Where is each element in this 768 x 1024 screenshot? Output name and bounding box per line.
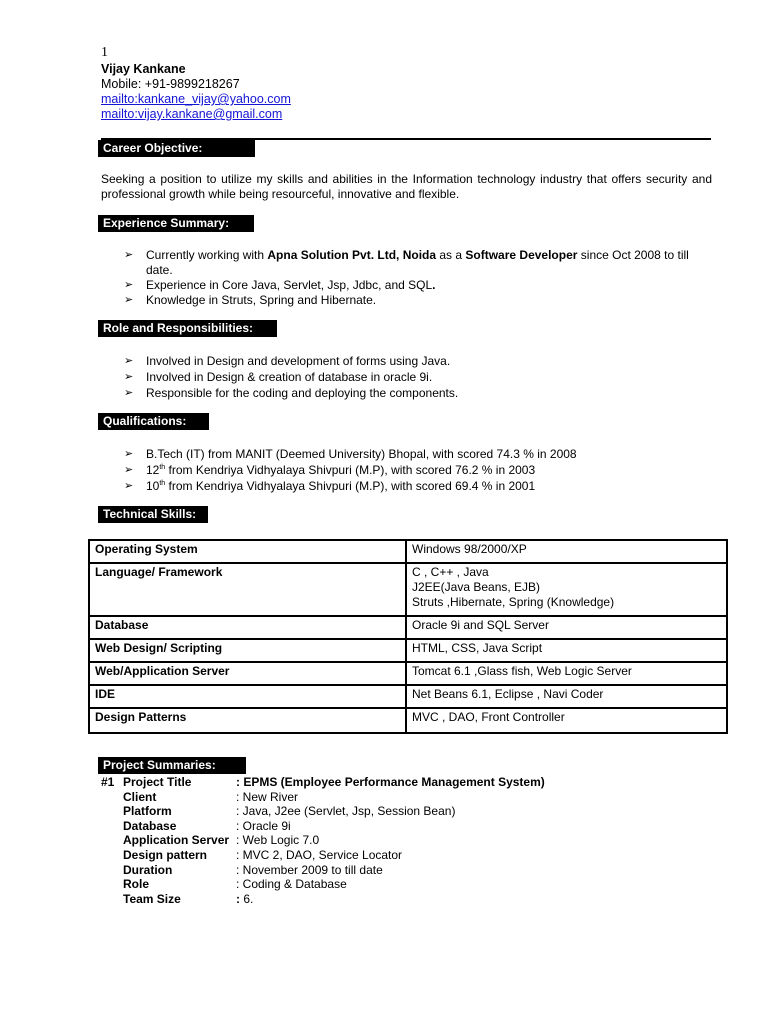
table-row <box>89 662 727 685</box>
list-item: ➢ 10th from Kendriya Vidhyalaya Shivpuri (M.P), with scored 69.4 % in 2001 <box>124 479 536 493</box>
roles-heading: Role and Responsibilities: <box>98 320 277 337</box>
project-pattern-row <box>101 848 721 863</box>
skill-value: MVC , DAO, Front Controller <box>406 708 727 733</box>
project-database-row <box>101 819 721 834</box>
pattern-label: Design pattern <box>123 847 208 862</box>
skill-key: Web/Application Server <box>89 662 406 685</box>
arrow-bullet-icon: ➢ <box>124 279 134 291</box>
duration-label: Duration <box>123 862 173 877</box>
skill-key: Language/ Framework <box>89 563 406 616</box>
platform-label: Platform <box>123 804 172 819</box>
email-link-gmail[interactable]: mailto:vijay.kankane@gmail.com <box>101 107 283 121</box>
platform-value: : Java, J2ee (Servlet, Jsp, Session Bean) <box>236 804 456 819</box>
technical-skills-heading: Technical Skills: <box>98 506 208 523</box>
skill-key: Design Patterns <box>89 708 406 733</box>
qualifications-list <box>124 447 714 494</box>
skill-key: Web Design/ Scripting <box>89 639 406 662</box>
role-value: : Coding & Database <box>236 877 347 892</box>
list-item: ➢ Responsible for the coding and deploying the components. <box>124 386 459 400</box>
technical-skills-table <box>88 539 728 734</box>
arrow-bullet-icon: ➢ <box>124 387 134 399</box>
page-number: 1 <box>101 45 108 60</box>
project-platform-row <box>101 804 721 819</box>
team-label: Team Size <box>123 891 181 906</box>
skill-key: IDE <box>89 685 406 708</box>
client-label: Client <box>123 789 157 804</box>
table-row <box>89 563 727 616</box>
email-link-yahoo[interactable]: mailto:kankane_vijay@yahoo.com <box>101 92 291 106</box>
project-duration-row <box>101 863 721 878</box>
arrow-bullet-icon: ➢ <box>124 448 134 460</box>
roles-list <box>124 354 714 401</box>
skill-value: Windows 98/2000/XP <box>406 540 727 563</box>
skill-value: Net Beans 6.1, Eclipse , Navi Coder <box>406 685 727 708</box>
duration-value: : November 2009 to till date <box>236 862 383 877</box>
list-item: ➢ Experience in Core Java, Servlet, Jsp, Jdbc, and SQL. <box>124 278 436 292</box>
database-value: : Oracle 9i <box>236 818 291 833</box>
list-item: ➢ Involved in Design and development of forms using Java. <box>124 354 451 368</box>
project-role-row <box>101 877 721 892</box>
career-objective-heading: Career Objective: <box>98 140 255 157</box>
project-title-row <box>101 775 721 790</box>
candidate-name: Vijay Kankane <box>101 62 186 76</box>
role-label: Role <box>123 877 150 892</box>
skill-value: Oracle 9i and SQL Server <box>406 616 727 639</box>
project-number: #1 <box>101 775 115 789</box>
project-appserver-row <box>101 833 721 848</box>
project-team-row <box>101 892 721 907</box>
list-item: ➢ Involved in Design & creation of database in oracle 9i. <box>124 370 433 384</box>
appserver-label: Application Server <box>123 833 230 848</box>
list-item: ➢ Currently working with Apna Solution Pvt. Ltd, Noida as a Software Developer since Oct 2008 to till date. <box>124 248 689 277</box>
table-row <box>89 639 727 662</box>
list-item: ➢ Knowledge in Struts, Spring and Hibernate. <box>124 293 377 307</box>
client-value: : New River <box>236 789 299 804</box>
arrow-bullet-icon: ➢ <box>124 480 134 492</box>
skill-key: Database <box>89 616 406 639</box>
list-item: ➢ 12th from Kendriya Vidhyalaya Shivpuri (M.P), with scored 76.2 % in 2003 <box>124 463 536 477</box>
project-title-label: Project Title <box>123 775 192 789</box>
table-row <box>89 540 727 563</box>
arrow-bullet-icon: ➢ <box>124 294 134 306</box>
pattern-value: : MVC 2, DAO, Service Locator <box>236 847 403 862</box>
arrow-bullet-icon: ➢ <box>124 371 134 383</box>
project-summaries-heading: Project Summaries: <box>98 757 246 774</box>
list-item: ➢ B.Tech (IT) from MANIT (Deemed University) Bhopal, with scored 74.3 % in 2008 <box>124 447 577 461</box>
table-row <box>89 708 727 733</box>
project-client-row <box>101 790 721 805</box>
table-row <box>89 616 727 639</box>
project-details <box>101 775 721 906</box>
project-title-value: : EPMS (Employee Performance Management System) <box>236 775 545 789</box>
career-objective-text: Seeking a position to utilize my skills and abilities in the Information technology industry that offers security and professional growth while being resourceful, innovative and flexible. <box>101 172 712 201</box>
skill-value: HTML, CSS, Java Script <box>406 639 727 662</box>
skill-value: Tomcat 6.1 ,Glass fish, Web Logic Server <box>406 662 727 685</box>
skill-value: C , C++ , Java J2EE(Java Beans, EJB) Struts ,Hibernate, Spring (Knowledge) <box>406 563 727 616</box>
appserver-value: : Web Logic 7.0 <box>236 833 320 848</box>
arrow-bullet-icon: ➢ <box>124 464 134 476</box>
skill-key: Operating System <box>89 540 406 563</box>
qualifications-heading: Qualifications: <box>98 413 209 430</box>
experience-summary-heading: Experience Summary: <box>98 215 254 232</box>
database-label: Database <box>123 818 177 833</box>
experience-list <box>124 248 714 308</box>
team-value: : 6. <box>236 891 254 906</box>
table-row <box>89 685 727 708</box>
arrow-bullet-icon: ➢ <box>124 355 134 367</box>
mobile-number: Mobile: +91-9899218267 <box>101 77 240 91</box>
arrow-bullet-icon: ➢ <box>124 249 134 261</box>
